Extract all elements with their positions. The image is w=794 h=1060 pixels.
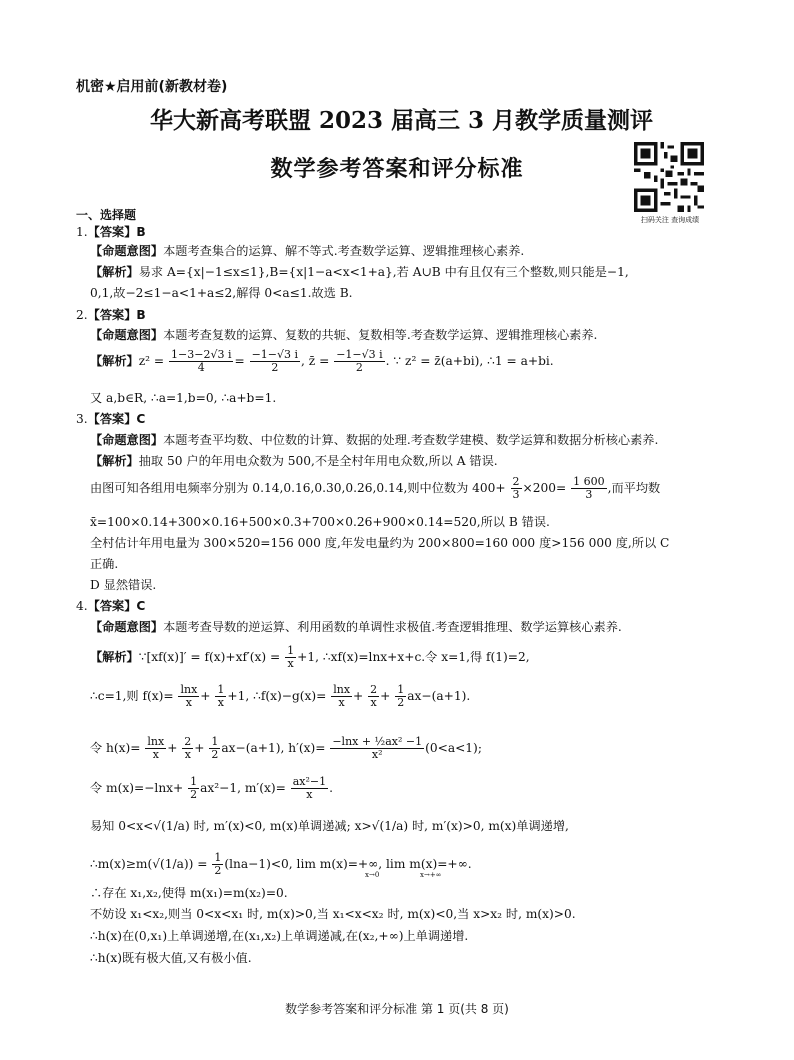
fraction: $\frac{\ln x}{x}$: [333, 683, 351, 709]
q2-solution-line2: 又 a,b∈R, ∴a=1,b=0, ∴a+b=1.: [90, 391, 277, 405]
fraction: $\frac{\ln x}{x}$: [147, 735, 165, 761]
q4-solution-line5: 易知 0<x<√(1/a) 时, m′(x)<0, m(x)单调递减; x>√(1/a) 时, m′(x)>0, m(x)单调递增,: [90, 819, 569, 833]
q4-solution-line7: ∴存在 x₁,x₂,使得 m(x₁)=m(x₂)=0.: [90, 886, 288, 900]
limit-subscript-1: x→0: [365, 871, 380, 879]
q4-solution-line3: 令 h(x)= $\frac{\ln x}{x}$ + $\frac{2}{x}$ + $\frac{1}{2}$ ax−(a+1), h′(x)= $\frac{\text{−lnx + ½ax² −1}}{\text{x²}}$ (0<a<1);: [90, 735, 482, 761]
q4-answer: 4.【答案】C: [76, 599, 146, 613]
fraction: $\frac{1}{2}$: [214, 851, 222, 877]
q3-answer: 3.【答案】C: [76, 412, 146, 426]
q2-solution-line1: 【解析】z² = $\frac{1-3-2√3 i}{4}$ = $\frac{-1-√3 i}{2}$ , z̄ = $\frac{-1-√3 i}{2}$ . ∵ z² = z̄(a+bi), ∴1 = a+bi.: [90, 348, 554, 374]
fraction: $\frac{1}{2}$: [397, 683, 405, 709]
fraction: $\frac{2}{3}$: [512, 475, 520, 501]
q4-intent: 【命题意图】本题考查导数的逆运算、利用函数的单调性求极值.考查逻辑推理、数学运算核心素养.: [90, 620, 622, 634]
fraction: $\frac{1}{2}$: [211, 735, 219, 761]
limit-subscript-2: x→+∞: [420, 871, 442, 879]
fraction: $\frac{2}{x}$: [184, 735, 192, 761]
q4-solution-line4: 令 m(x)=−lnx+ $\frac{1}{2}$ ax²−1, m′(x)= $\frac{\text{ax²−1}}{x}$ .: [90, 775, 333, 801]
qr-caption: 扫码关注 查询成绩: [640, 216, 700, 224]
fraction: $\frac{1}{2}$: [190, 775, 198, 801]
q4-solution-line2: ∴c=1,则 f(x)= $\frac{\ln x}{x}$ + $\frac{1}{x}$ +1, ∴f(x)−g(x)= $\frac{\ln x}{x}$ + $\frac{2}{x}$ + $\frac{1}{2}$ ax−(a+1).: [90, 683, 471, 709]
fraction: $\frac{1}{x}$: [287, 644, 295, 670]
q3-solution-line4: 全村估计年用电量为 300×520=156 000 度,年发电量约为 200×800=160 000 度>156 000 度,所以 C: [90, 536, 670, 550]
fraction: $\frac{\ln x}{x}$: [180, 683, 198, 709]
qr-code-icon: [634, 142, 704, 212]
page-footer: 数学参考答案和评分标准 第 1 页(共 8 页): [285, 1002, 509, 1016]
q2-answer: 2.【答案】B: [76, 308, 146, 322]
fraction: $\frac{\text{ax²−1}}{x}$: [292, 775, 327, 801]
q3-solution-line6: D 显然错误.: [90, 578, 157, 592]
q4-solution-line8: 不妨设 x₁<x₂,则当 0<x<x₁ 时, m(x)>0,当 x₁<x<x₂ 时, m(x)<0,当 x>x₂ 时, m(x)>0.: [90, 907, 576, 921]
fraction: $\frac{1 600}{3}$: [573, 475, 605, 501]
section-heading: 一、选择题: [76, 208, 137, 222]
q3-solution-line3: x̄=100×0.14+300×0.16+500×0.3+700×0.26+900×0.14=520,所以 B 错误.: [90, 515, 550, 529]
q4-solution-line6: ∴m(x)≥m(√(1/a)) = $\frac{1}{2}$ (lna−1)<0, lim m(x)=+∞, lim m(x)=+∞.: [90, 851, 472, 877]
fraction: $\frac{-1-√3 i}{2}$: [251, 348, 299, 374]
page-subtitle: 数学参考答案和评分标准: [270, 157, 524, 182]
page-title: 华大新高考联盟 2023 届高三 3 月教学质量测评: [150, 107, 654, 134]
fraction: $\frac{1}{x}$: [217, 683, 225, 709]
fraction: $\frac{1-3-2√3 i}{4}$: [171, 348, 232, 374]
q3-intent: 【命题意图】本题考查平均数、中位数的计算、数据的处理.考查数学建模、数学运算和数据分析核心素养.: [90, 433, 659, 447]
q4-solution-line1: 【解析】∵[xf(x)]′ = f(x)+xf′(x) = $\frac{1}{x}$ +1, ∴xf(x)=lnx+x+c.令 x=1,得 f(1)=2,: [90, 644, 530, 670]
q1-answer: 1.【答案】B: [76, 225, 146, 239]
q1-solution-line2: 0,1,故−2≤1−a<1+a≤2,解得 0<a≤1.故选 B.: [90, 286, 353, 300]
q3-solution-line1: 【解析】抽取 50 户的年用电众数为 500,不是全村年用电众数,所以 A 错误.: [90, 454, 498, 468]
q2-intent: 【命题意图】本题考查复数的运算、复数的共轭、复数相等.考查数学运算、逻辑推理核心素养.: [90, 328, 598, 342]
q1-intent: 【命题意图】本题考查集合的运算、解不等式.考查数学运算、逻辑推理核心素养.: [90, 244, 525, 258]
fraction: $\frac{\text{−lnx + ½ax² −1}}{\text{x²}}$: [332, 735, 423, 761]
confidential-label: 机密★启用前(新教材卷): [76, 79, 228, 95]
q1-solution-line1: 【解析】易求 A={x|−1≤x≤1},B={x|1−a<x<1+a},若 A∪B 中有且仅有三个整数,则只能是−1,: [90, 265, 629, 279]
q3-solution-line2: 由图可知各组用电频率分别为 0.14,0.16,0.30,0.26,0.14,则中位数为 400+ $\frac{2}{3}$ ×200= $\frac{1 600}{3}$ ,而平均数: [90, 475, 661, 501]
fraction: $\frac{-1-√3 i}{2}$: [336, 348, 383, 374]
fraction: $\frac{2}{x}$: [370, 683, 378, 709]
q4-solution-line9: ∴h(x)在(0,x₁)上单调递增,在(x₁,x₂)上单调递减,在(x₂,+∞)上单调递增.: [90, 929, 469, 943]
q3-solution-line5: 正确.: [90, 557, 119, 571]
q4-solution-line10: ∴h(x)既有极大值,又有极小值.: [90, 951, 252, 965]
